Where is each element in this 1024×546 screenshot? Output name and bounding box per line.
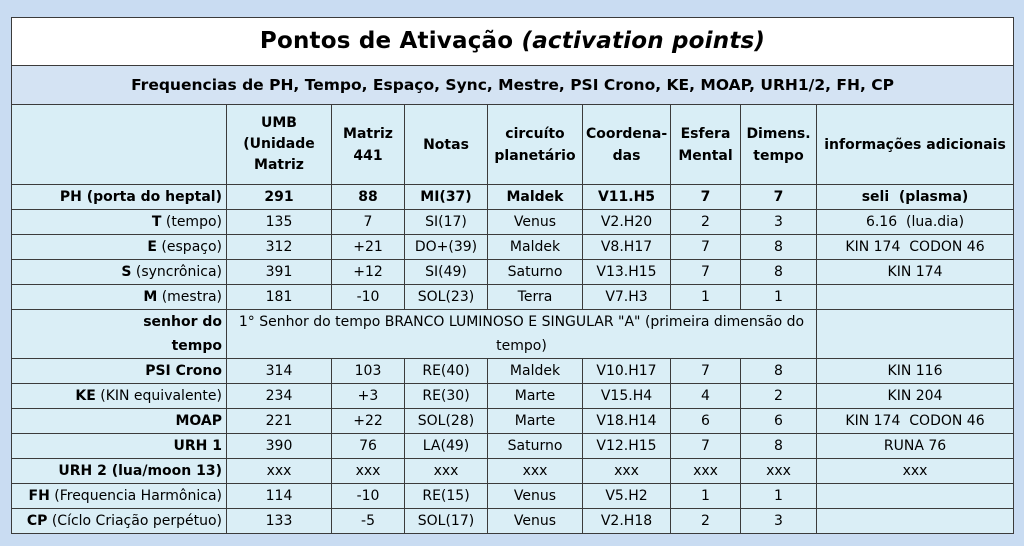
table-row xyxy=(12,434,1014,459)
cell-matriz: -5 xyxy=(332,509,405,534)
activation-points-table xyxy=(11,17,1014,534)
cell-dimens: 1 xyxy=(741,484,817,509)
cell-info: seli (plasma) xyxy=(817,185,1014,210)
row-label: (Frequencia Harmônica) xyxy=(49,487,222,504)
cell-coord: V2.H20 xyxy=(583,210,671,235)
cell-circuito: xxx xyxy=(488,459,583,484)
cell-esfera: 2 xyxy=(671,210,741,235)
row-code: CP xyxy=(26,512,48,529)
cell-esfera: 1 xyxy=(671,285,741,310)
cell-esfera: 7 xyxy=(671,185,741,210)
cell-esfera: 7 xyxy=(671,260,741,285)
row-name xyxy=(12,434,227,459)
cell-matriz: +3 xyxy=(332,384,405,409)
cell-dimens: 8 xyxy=(741,235,817,260)
header-esfera: Esfera Mental xyxy=(671,105,741,185)
header-umb: UMB (Unidade Matriz xyxy=(227,105,332,185)
row-code: FH xyxy=(28,487,50,504)
cell-coord: V12.H15 xyxy=(583,434,671,459)
senhor-text: 1° Senhor do tempo BRANCO LUMINOSO E SINGULAR "A" (primeira dimensão do tempo) xyxy=(227,310,817,359)
row-code: M xyxy=(143,288,158,305)
row-name xyxy=(12,509,227,534)
row-code: S xyxy=(121,263,132,280)
cell-notas: SI(49) xyxy=(405,260,488,285)
cell-circuito: Venus xyxy=(488,509,583,534)
cell-umb: 234 xyxy=(227,384,332,409)
cell-dimens: 8 xyxy=(741,359,817,384)
header-row xyxy=(12,105,1014,185)
cell-umb: 181 xyxy=(227,285,332,310)
cell-esfera: 7 xyxy=(671,235,741,260)
cell-notas: SOL(17) xyxy=(405,509,488,534)
cell-dimens: 6 xyxy=(741,409,817,434)
cell-coord: V15.H4 xyxy=(583,384,671,409)
cell-dimens: 3 xyxy=(741,509,817,534)
cell-circuito: Marte xyxy=(488,409,583,434)
table-title xyxy=(12,18,1014,66)
table-row xyxy=(12,260,1014,285)
cell-matriz: -10 xyxy=(332,484,405,509)
senhor-row-1 xyxy=(12,310,1014,335)
table-row xyxy=(12,210,1014,235)
title-sub: (activation points) xyxy=(521,28,766,54)
cell-notas: SOL(28) xyxy=(405,409,488,434)
table-row xyxy=(12,409,1014,434)
cell-circuito: Venus xyxy=(488,484,583,509)
header-info: informações adicionais xyxy=(817,105,1014,185)
cell-info: RUNA 76 xyxy=(817,434,1014,459)
cell-esfera: 6 xyxy=(671,409,741,434)
cell-coord: V2.H18 xyxy=(583,509,671,534)
row-code: KE xyxy=(75,387,96,404)
cell-matriz: +21 xyxy=(332,235,405,260)
row-label: (KIN equivalente) xyxy=(95,387,222,404)
cell-info: xxx xyxy=(817,459,1014,484)
row-name xyxy=(12,384,227,409)
row-label: (syncrônica) xyxy=(131,263,222,280)
table-row xyxy=(12,185,1014,210)
cell-esfera: 4 xyxy=(671,384,741,409)
row-label: (Cíclo Criação perpétuo) xyxy=(47,512,222,529)
table-row xyxy=(12,235,1014,260)
cell-coord: V7.H3 xyxy=(583,285,671,310)
table-row xyxy=(12,509,1014,534)
row-code: E xyxy=(147,238,157,255)
senhor-label-2: tempo xyxy=(12,334,227,359)
table-subtitle: Frequencias de PH, Tempo, Espaço, Sync, Mestre, PSI Crono, KE, MOAP, URH1/2, FH, CP xyxy=(12,66,1014,105)
cell-coord: V10.H17 xyxy=(583,359,671,384)
cell-umb: 390 xyxy=(227,434,332,459)
cell-coord: V8.H17 xyxy=(583,235,671,260)
cell-coord: V5.H2 xyxy=(583,484,671,509)
cell-dimens: 1 xyxy=(741,285,817,310)
cell-coord: xxx xyxy=(583,459,671,484)
table-row xyxy=(12,459,1014,484)
row-name xyxy=(12,359,227,384)
cell-notas: RE(15) xyxy=(405,484,488,509)
cell-esfera: 2 xyxy=(671,509,741,534)
cell-info xyxy=(817,509,1014,534)
cell-umb: xxx xyxy=(227,459,332,484)
cell-notas: LA(49) xyxy=(405,434,488,459)
table-row xyxy=(12,384,1014,409)
cell-info: KIN 174 CODON 46 xyxy=(817,409,1014,434)
cell-umb: 312 xyxy=(227,235,332,260)
cell-circuito: Maldek xyxy=(488,235,583,260)
cell-notas: SOL(23) xyxy=(405,285,488,310)
cell-dimens: xxx xyxy=(741,459,817,484)
cell-umb: 391 xyxy=(227,260,332,285)
row-label: (tempo) xyxy=(161,213,222,230)
header-circuito: circuíto planetário xyxy=(488,105,583,185)
row-code: MOAP xyxy=(175,412,222,429)
cell-dimens: 8 xyxy=(741,260,817,285)
header-coordenadas: Coordena-das xyxy=(583,105,671,185)
cell-circuito: Marte xyxy=(488,384,583,409)
row-code: URH 2 (lua/moon 13) xyxy=(58,462,222,479)
cell-matriz: xxx xyxy=(332,459,405,484)
cell-info: KIN 174 CODON 46 xyxy=(817,235,1014,260)
row-name xyxy=(12,285,227,310)
cell-dimens: 2 xyxy=(741,384,817,409)
cell-notas: RE(40) xyxy=(405,359,488,384)
cell-notas: RE(30) xyxy=(405,384,488,409)
cell-coord: V13.H15 xyxy=(583,260,671,285)
row-name xyxy=(12,484,227,509)
cell-circuito: Saturno xyxy=(488,434,583,459)
cell-matriz: 103 xyxy=(332,359,405,384)
cell-matriz: -10 xyxy=(332,285,405,310)
cell-info: 6.16 (lua.dia) xyxy=(817,210,1014,235)
row-code: T xyxy=(151,213,162,230)
header-matriz: Matriz 441 xyxy=(332,105,405,185)
cell-umb: 114 xyxy=(227,484,332,509)
cell-circuito: Terra xyxy=(488,285,583,310)
cell-circuito: Venus xyxy=(488,210,583,235)
header-name xyxy=(12,105,227,185)
cell-umb: 221 xyxy=(227,409,332,434)
row-name xyxy=(12,185,227,210)
row-label: (espaço) xyxy=(156,238,222,255)
cell-circuito: Maldek xyxy=(488,359,583,384)
cell-notas: DO+(39) xyxy=(405,235,488,260)
cell-umb: 314 xyxy=(227,359,332,384)
row-label: (porta do heptal) xyxy=(81,188,222,205)
cell-matriz: 88 xyxy=(332,185,405,210)
cell-coord: V18.H14 xyxy=(583,409,671,434)
row-name xyxy=(12,210,227,235)
cell-matriz: 7 xyxy=(332,210,405,235)
cell-info: KIN 116 xyxy=(817,359,1014,384)
cell-notas: SI(17) xyxy=(405,210,488,235)
cell-esfera: 7 xyxy=(671,434,741,459)
cell-umb: 133 xyxy=(227,509,332,534)
cell-matriz: +12 xyxy=(332,260,405,285)
senhor-info xyxy=(817,310,1014,359)
row-name xyxy=(12,235,227,260)
cell-info xyxy=(817,285,1014,310)
cell-circuito: Saturno xyxy=(488,260,583,285)
activation-points-table-container xyxy=(11,17,1013,534)
cell-esfera: xxx xyxy=(671,459,741,484)
cell-esfera: 7 xyxy=(671,359,741,384)
cell-umb: 291 xyxy=(227,185,332,210)
header-dimens: Dimens. tempo xyxy=(741,105,817,185)
senhor-label: senhor do xyxy=(12,310,227,335)
row-code: PH xyxy=(59,188,82,205)
header-notas: Notas xyxy=(405,105,488,185)
cell-notas: MI(37) xyxy=(405,185,488,210)
cell-dimens: 3 xyxy=(741,210,817,235)
row-name xyxy=(12,459,227,484)
cell-matriz: 76 xyxy=(332,434,405,459)
table-row xyxy=(12,285,1014,310)
row-label: (mestra) xyxy=(157,288,222,305)
row-code: URH 1 xyxy=(173,437,222,454)
table-row xyxy=(12,484,1014,509)
row-name xyxy=(12,260,227,285)
cell-umb: 135 xyxy=(227,210,332,235)
cell-coord: V11.H5 xyxy=(583,185,671,210)
cell-notas: xxx xyxy=(405,459,488,484)
cell-dimens: 8 xyxy=(741,434,817,459)
cell-info xyxy=(817,484,1014,509)
cell-esfera: 1 xyxy=(671,484,741,509)
row-name xyxy=(12,409,227,434)
table-row xyxy=(12,359,1014,384)
cell-circuito: Maldek xyxy=(488,185,583,210)
cell-info: KIN 204 xyxy=(817,384,1014,409)
cell-dimens: 7 xyxy=(741,185,817,210)
cell-info: KIN 174 xyxy=(817,260,1014,285)
cell-matriz: +22 xyxy=(332,409,405,434)
title-main: Pontos de Ativação xyxy=(259,28,514,54)
row-code: PSI Crono xyxy=(145,362,222,379)
